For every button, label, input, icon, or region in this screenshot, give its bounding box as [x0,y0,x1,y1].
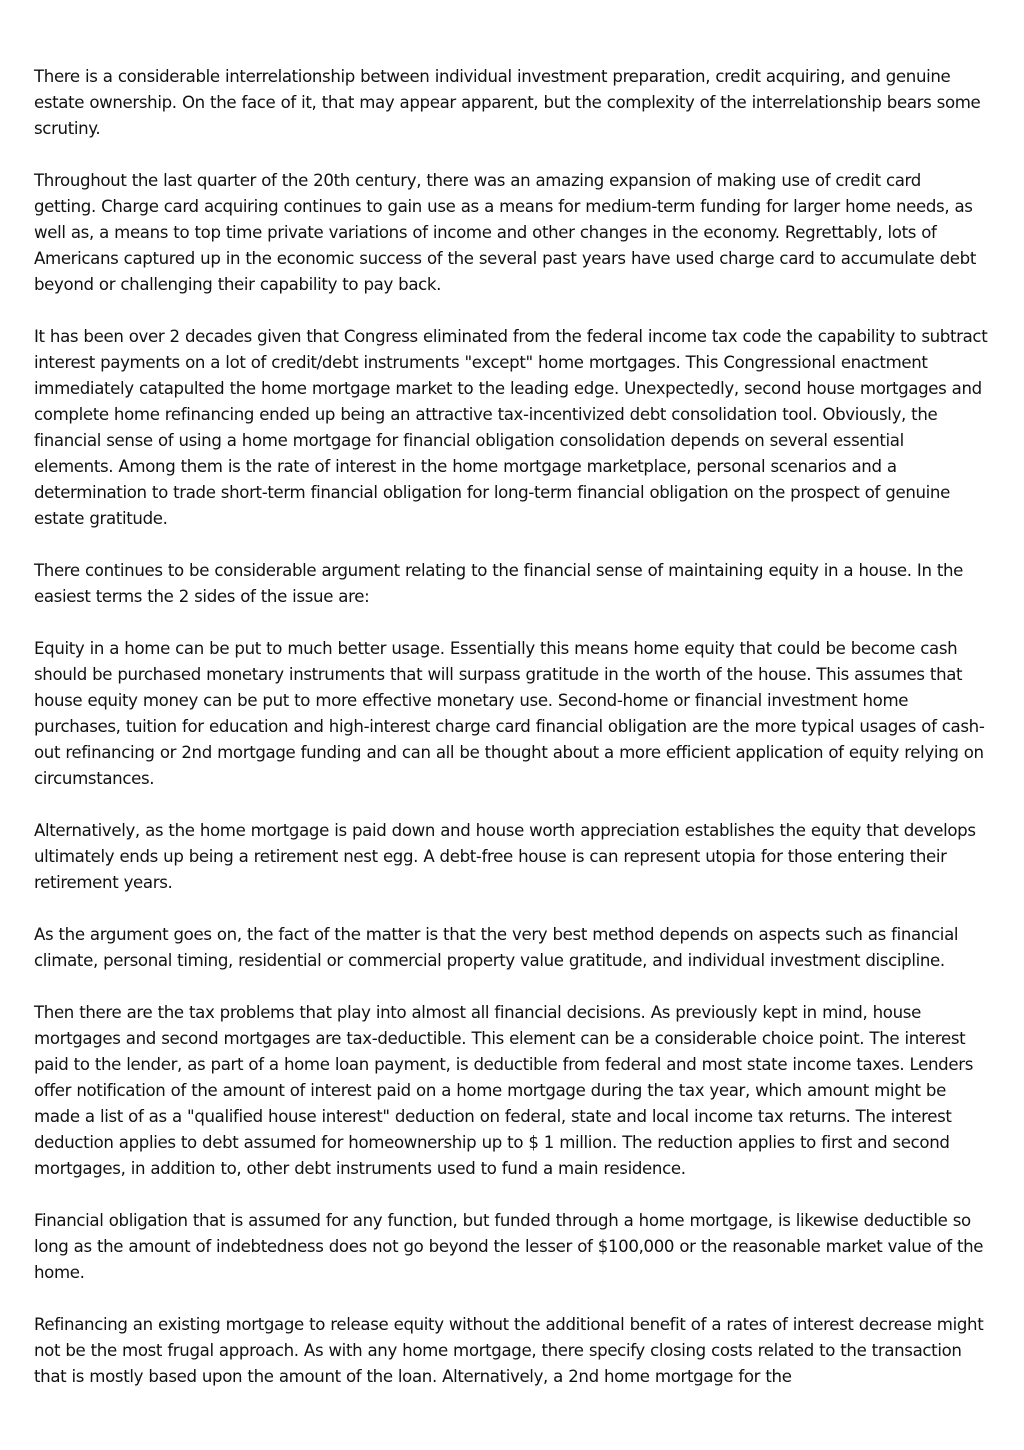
paragraph-2: Throughout the last quarter of the 20th century, there was an amazing expansion of making use of credit card getting. Charge card acquiring continues to gain use as a means for medium-term funding for larger home needs, as well as, a means to top time private variations of income and other changes in the economy. Regrettably, lots of Americans captured up in the economic success of the several past years have used charge card to accumulate debt beyond or challenging their capability to pay back. [34,171,977,294]
paragraph-9: Financial obligation that is assumed for any function, but funded through a home mortgage, is likewise deductible so long as the amount of indebtedness does not go beyond the lesser of $100,000 or the reasonable market value of the home. [34,1211,984,1282]
paragraph-4: There continues to be considerable argument relating to the financial sense of maintaining equity in a house. In the easiest terms the 2 sides of the issue are: [34,561,964,606]
paragraph-6: Alternatively, as the home mortgage is paid down and house worth appreciation establishes the equity that develops ultimately ends up being a retirement nest egg. A debt-free house is can represent utopia for those entering their retirement years. [34,821,976,892]
paragraph-10: Refinancing an existing mortgage to release equity without the additional benefit of a rates of interest decrease might not be the most frugal approach. As with any home mortgage, there specify closing costs related to the transaction that is mostly based upon the amount of the loan. Alternatively, a 2nd home mortgage for the [34,1315,984,1386]
paragraph-5: Equity in a home can be put to much better usage. Essentially this means home equity that could be become cash should be purchased monetary instruments that will surpass gratitude in the worth of the house. This assumes that house equity money can be put to more effective monetary use. Second-home or financial investment home purchases, tuition for education and high-interest charge card financial obligation are the more typical usages of cash-out refinancing or 2nd mortgage funding and can all be thought about a more efficient application of equity relying on circumstances. [34,639,985,788]
paragraph-3: It has been over 2 decades given that Congress eliminated from the federal income tax code the capability to subtract interest payments on a lot of credit/debt instruments "except" home mortgages. This Congressional enactment immediately catapulted the home mortgage market to the leading edge. Unexpectedly, second house mortgages and complete home refinancing ended up being an attractive tax-incentivized debt consolidation tool. Obviously, the financial sense of using a home mortgage for financial obligation consolidation depends on several essential elements. Among them is the rate of interest in the home mortgage marketplace, personal scenarios and a determination to trade short-term financial obligation for long-term financial obligation on the prospect of genuine estate gratitude. [34,327,988,528]
paragraph-7: As the argument goes on, the fact of the matter is that the very best method depends on aspects such as financial climate, personal timing, residential or commercial property value gratitude, and individual investment discipline. [34,925,959,970]
paragraph-1: There is a considerable interrelationship between individual investment preparation, credit acquiring, and genuine estate ownership. On the face of it, that may appear apparent, but the complexity of the interrelationship bears some scrutiny. [34,67,981,138]
paragraph-8: Then there are the tax problems that play into almost all financial decisions. As previously kept in mind, house mortgages and second mortgages are tax-deductible. This element can be a considerable choice point. The interest paid to the lender, as part of a home loan payment, is deductible from federal and most state income taxes. Lenders offer notification of the amount of interest paid on a home mortgage during the tax year, which amount might be made a list of as a "qualified house interest" deduction on federal, state and local income tax returns. The interest deduction applies to debt assumed for homeownership up to $ 1 million. The reduction applies to first and second mortgages, in addition to, other debt instruments used to fund a main residence. [34,1003,973,1178]
